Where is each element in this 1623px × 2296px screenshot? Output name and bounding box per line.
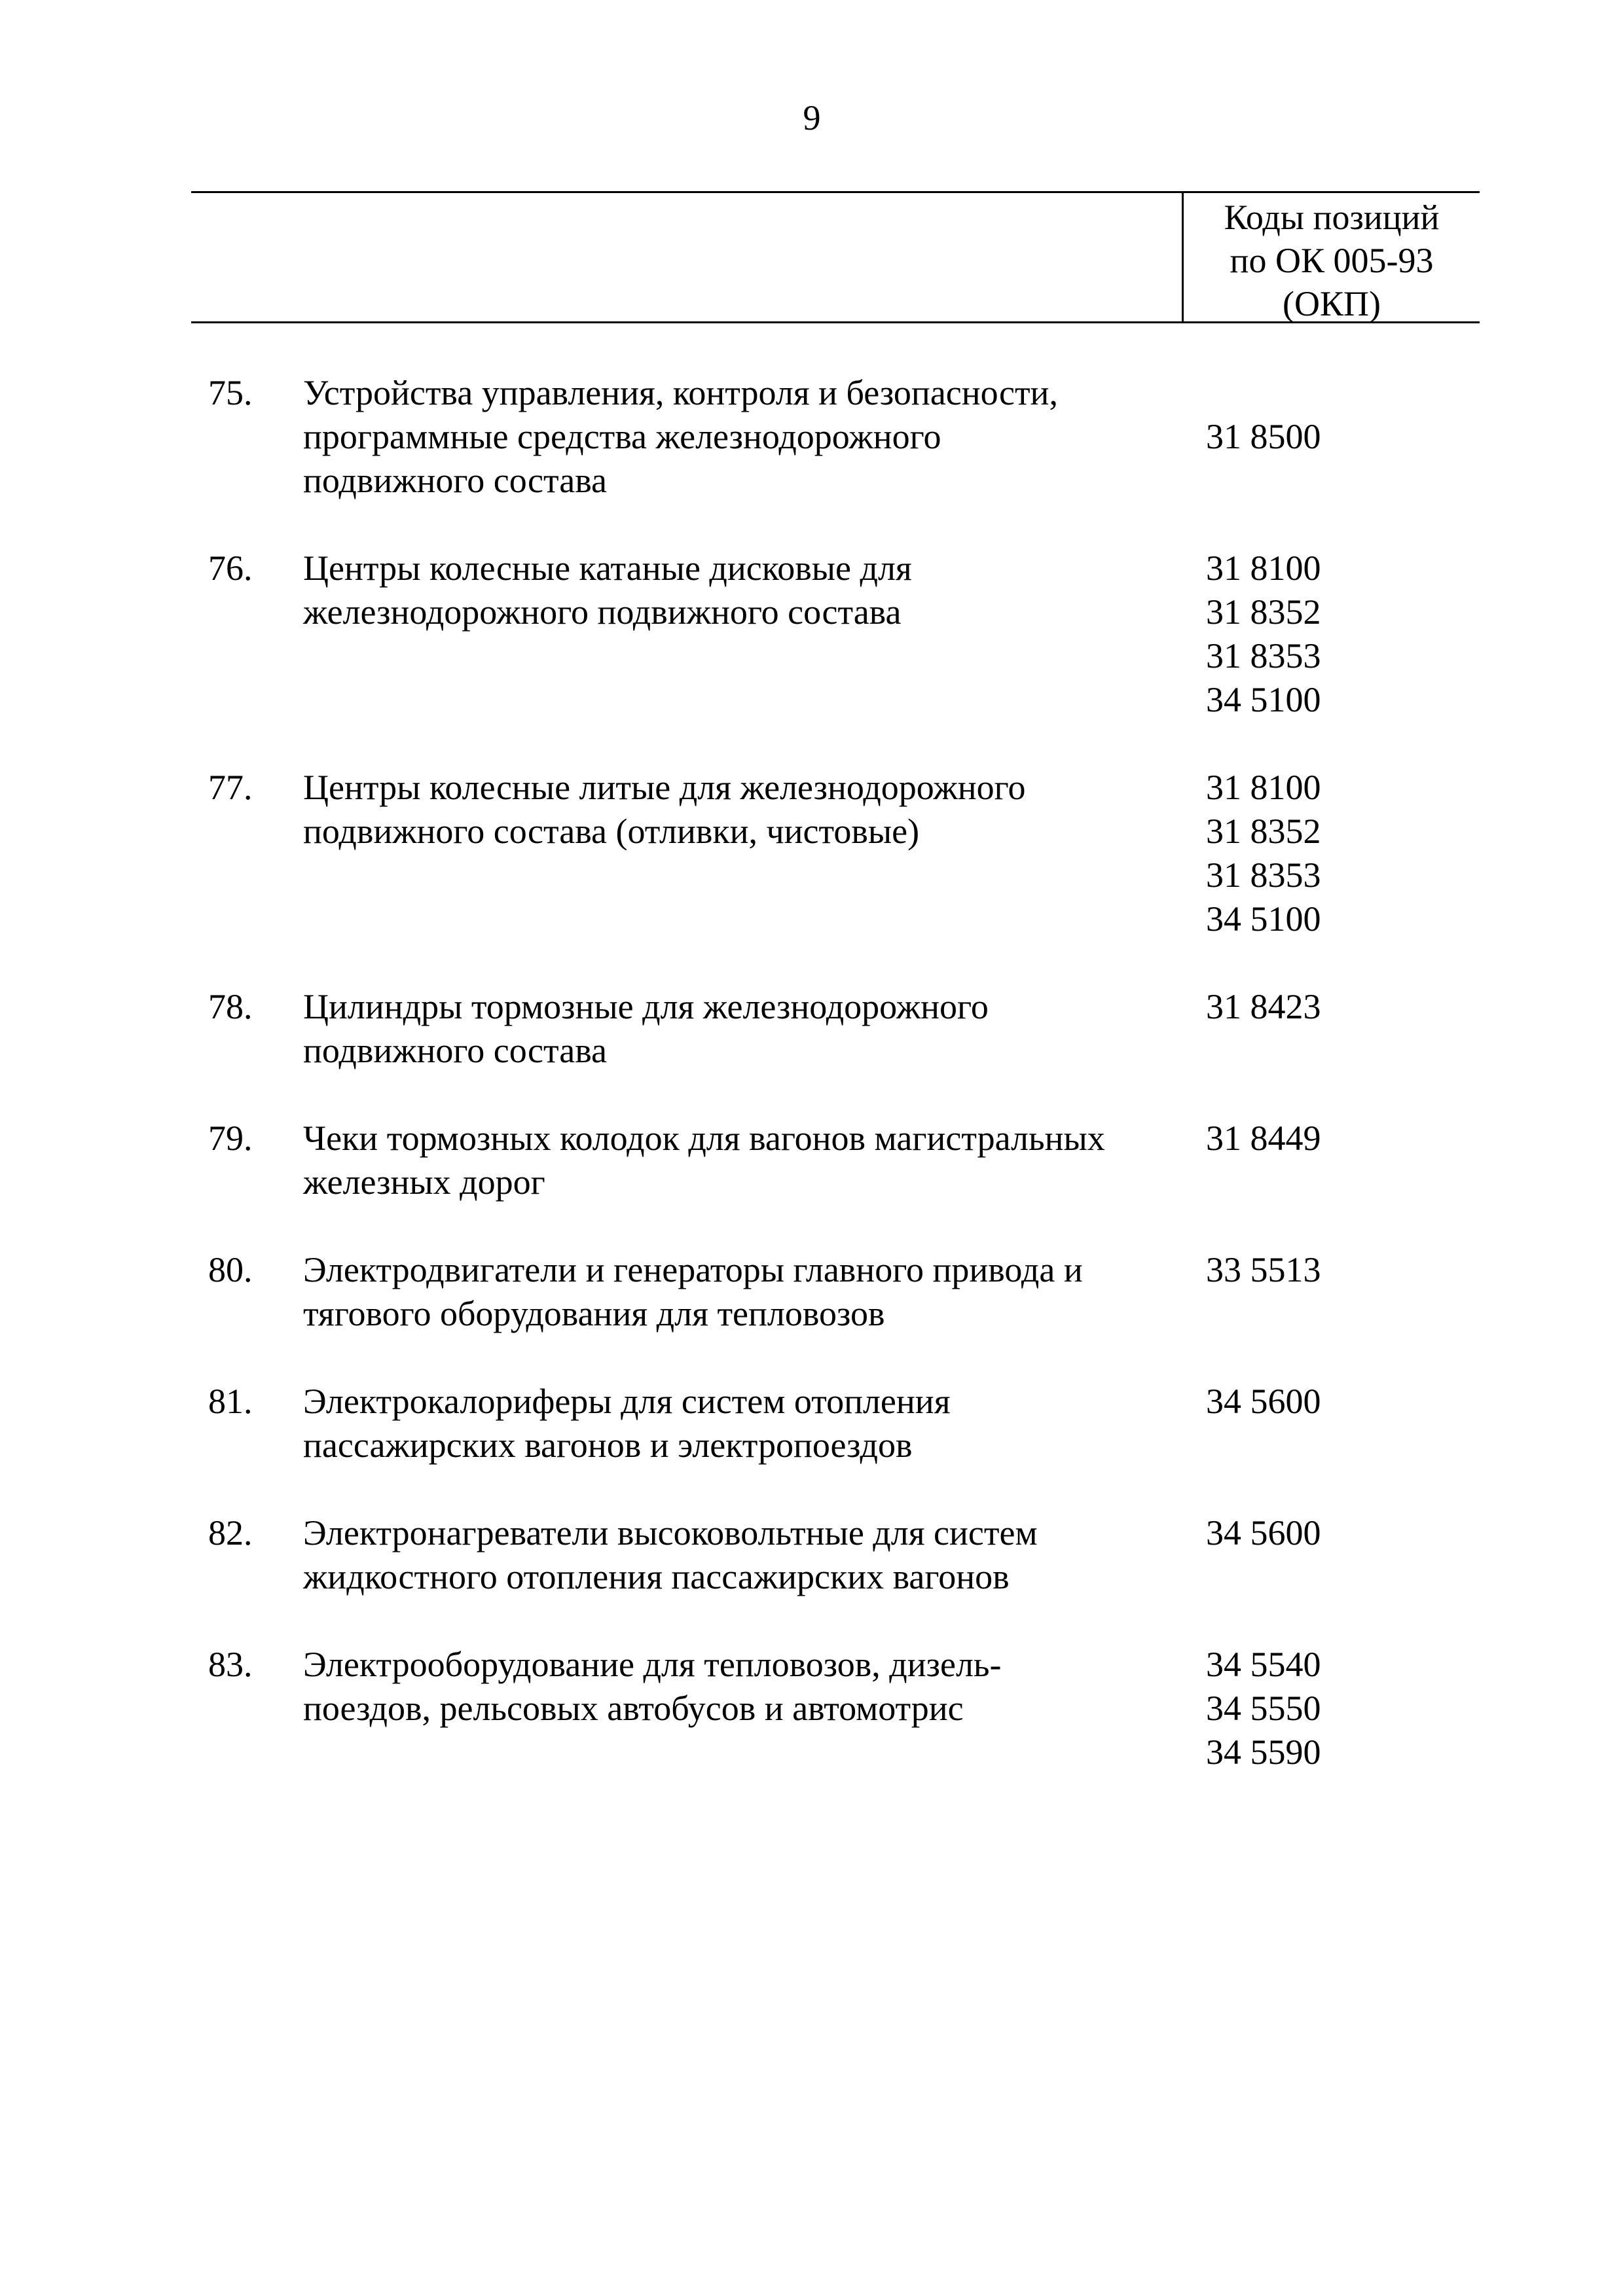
list-item	[0, 371, 1623, 547]
description-line: Электрооборудование для тепловозов, дизель-	[303, 1645, 1002, 1684]
description-line: пассажирских вагонов и электропоездов	[303, 1426, 913, 1465]
list-item	[0, 985, 1623, 1117]
item-number: 76.	[208, 548, 253, 588]
item-codes	[1206, 985, 1321, 1029]
description-line: подвижного состава (отливки, чистовые)	[303, 812, 920, 851]
item-codes	[1206, 1643, 1321, 1774]
item-description	[303, 1248, 1200, 1336]
item-description	[303, 1643, 1200, 1731]
list-item	[0, 1117, 1623, 1248]
okp-code: 31 8353	[1206, 855, 1321, 895]
list-item	[0, 1380, 1623, 1511]
description-line: Электрокалориферы для систем отопления	[303, 1382, 951, 1421]
description-line: Центры колесные литые для железнодорожного	[303, 768, 1026, 807]
codes-header-line: по ОК 005-93	[1230, 241, 1434, 280]
okp-code: 31 8449	[1206, 1119, 1321, 1158]
list-item	[0, 1643, 1623, 1774]
okp-code: 34 5590	[1206, 1732, 1321, 1772]
item-codes	[1206, 766, 1321, 941]
item-description	[303, 1117, 1200, 1204]
table-header	[191, 191, 1480, 323]
description-line: Электронагреватели высоковольтные для систем	[303, 1513, 1038, 1552]
item-codes	[1206, 415, 1321, 459]
list-item	[0, 547, 1623, 766]
description-line: тягового оборудования для тепловозов	[303, 1294, 885, 1333]
item-number: 78.	[208, 987, 253, 1026]
description-line: Чеки тормозных колодок для вагонов магистральных	[303, 1119, 1105, 1158]
okp-code: 33 5513	[1206, 1250, 1321, 1289]
description-line: железных дорог	[303, 1162, 545, 1202]
list-item	[0, 766, 1623, 985]
okp-code: 31 8352	[1206, 812, 1321, 851]
okp-code: 31 8353	[1206, 636, 1321, 675]
item-description	[303, 547, 1200, 634]
item-codes	[1206, 1248, 1321, 1292]
description-line: поездов, рельсовых автобусов и автомотрис	[303, 1689, 964, 1728]
okp-code: 31 8352	[1206, 592, 1321, 632]
item-number: 77.	[208, 768, 253, 807]
item-number: 82.	[208, 1513, 253, 1552]
list-item	[0, 1248, 1623, 1380]
list-item	[0, 1511, 1623, 1643]
description-line: жидкостного отопления пассажирских вагонов	[303, 1557, 1010, 1596]
codes-header-line: (ОКП)	[1283, 284, 1381, 323]
okp-code: 34 5100	[1206, 899, 1321, 939]
codes-header-line: Коды позиций	[1224, 198, 1440, 237]
item-number: 79.	[208, 1119, 253, 1158]
description-line: программные средства железнодорожного	[303, 417, 941, 456]
codes-column-header	[1184, 193, 1480, 325]
item-description	[303, 1380, 1200, 1467]
okp-code: 34 5600	[1206, 1513, 1321, 1552]
description-line: Цилиндры тормозные для железнодорожного	[303, 987, 989, 1026]
item-number: 80.	[208, 1250, 253, 1289]
page-number: 9	[803, 98, 821, 137]
okp-code: 31 8100	[1206, 768, 1321, 807]
item-number: 75.	[208, 373, 253, 412]
item-description	[303, 1511, 1200, 1599]
description-line: Электродвигатели и генераторы главного привода и	[303, 1250, 1083, 1289]
description-line: железнодорожного подвижного состава	[303, 592, 902, 632]
okp-code: 31 8423	[1206, 987, 1321, 1026]
item-description	[303, 371, 1200, 503]
description-line: Центры колесные катаные дисковые для	[303, 548, 912, 588]
entries-list	[0, 371, 1623, 1774]
item-codes	[1206, 1380, 1321, 1424]
description-line: подвижного состава	[303, 1031, 607, 1070]
item-number: 83.	[208, 1645, 253, 1684]
item-codes	[1206, 1117, 1321, 1160]
item-description	[303, 985, 1200, 1073]
description-line: подвижного состава	[303, 461, 607, 500]
okp-code: 31 8500	[1206, 417, 1321, 456]
okp-code: 34 5600	[1206, 1382, 1321, 1421]
okp-code: 31 8100	[1206, 548, 1321, 588]
item-codes	[1206, 1511, 1321, 1555]
item-codes	[1206, 547, 1321, 722]
description-line: Устройства управления, контроля и безопасности,	[303, 373, 1058, 412]
okp-code: 34 5550	[1206, 1689, 1321, 1728]
item-number: 81.	[208, 1382, 253, 1421]
okp-code: 34 5100	[1206, 680, 1321, 719]
okp-code: 34 5540	[1206, 1645, 1321, 1684]
item-description	[303, 766, 1200, 853]
